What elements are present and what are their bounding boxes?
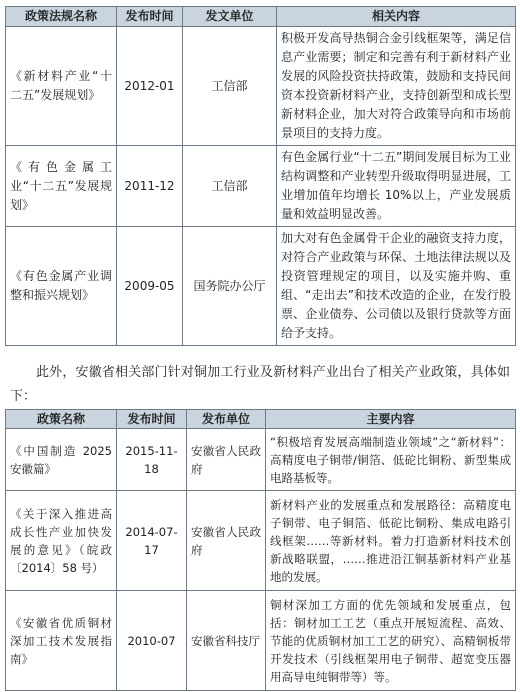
- header-issuer: 发布单位: [187, 410, 266, 429]
- table-row: [6, 491, 516, 591]
- policy-name: 《安徽省优质铜材深加工技术发展指南》: [6, 591, 117, 691]
- policy-name: 《有色金属产业调整和振兴规划》: [6, 227, 117, 346]
- issuer: 安徽省科技厅: [187, 591, 266, 691]
- header-policy-name: 政策名称: [6, 410, 117, 429]
- policy-name: 《有色金属工业“十二五”发展规划》: [6, 146, 117, 227]
- header-issuer: 发文单位: [183, 7, 277, 27]
- release-date: 2011-12: [117, 146, 183, 227]
- header-content: 主要内容: [266, 410, 516, 429]
- header-release-date: 发布时间: [117, 410, 187, 429]
- policy-name: 《关于深入推进高成长性产业加快发展的意见》（皖政〔2014〕58 号）: [6, 491, 117, 591]
- policy-content: 加大对有色金属骨干企业的融资支持力度，对符合产业政策与环保、土地法律法规以及投资管理规定的项目，以及实施并购、重组、“走出去”和技术改造的企业，在发行股票、企业债券、公司债以及银行贷款等方面给予支持。: [277, 227, 516, 346]
- policy-content: 新材料产业的发展重点和发展路径：高精度电子铜带、电子铜箔、低砣比铜粉、集成电路引线框架……等新材料。着力打造新材料技术创新战略联盟，……推进沿江铜基新材料产业基地的发展。: [266, 491, 516, 591]
- release-date: 2014-07-17: [117, 491, 187, 591]
- issuer: 安徽省人民政府: [187, 429, 266, 491]
- release-date: 2009-05: [117, 227, 183, 346]
- issuer: 工信部: [183, 27, 277, 146]
- policy-content: “积极培育发展高端制造业领域”之“新材料”：高精度电子铜带/铜箔、低砣比铜粉、新型集成电路基板等。: [266, 429, 516, 491]
- policy-content: 积极开发高导热铜合金引线框架等，满足信息产业需要；制定和完善有利于新材料产业发展的风险投资扶持政策，鼓励和支持民间资本投资新材料产业，支持创新型和成长型新材料企业，加大对符合政策导向和市场前景项目的支持力度。: [277, 27, 516, 146]
- table-header-row: [6, 7, 516, 27]
- policy-table-national: [5, 6, 516, 346]
- policy-name: 《新材料产业“十二五”发展规划》: [6, 27, 117, 146]
- table-row: [6, 591, 516, 691]
- header-content: 相关内容: [277, 7, 516, 27]
- release-date: 2015-11-18: [117, 429, 187, 491]
- release-date: 2010-07: [117, 591, 187, 691]
- table-row: [6, 429, 516, 491]
- table-row: [6, 146, 516, 227]
- issuer: 工信部: [183, 146, 277, 227]
- header-policy-name: 政策法规名称: [6, 7, 117, 27]
- table-row: [6, 227, 516, 346]
- policy-table-anhui: [5, 409, 516, 691]
- policy-content: 有色金属行业“十二五”期间发展目标为工业结构调整和产业转型升级取得明显进展，工业增加值年均增长 10%以上，产业发展质量和效益明显改善。: [277, 146, 516, 227]
- intro-paragraph: 此外，安徽省相关部门针对铜加工行业及新材料产业出台了相关产业政策，具体如下：: [10, 365, 510, 404]
- policy-content: 铜材深加工方面的优先领域和发展重点，包括：铜材加工工艺（重点开展短流程、高效、节能的优质铜材加工工艺的研究）、高精铜板带开发技术（引线框架用电子铜带、超宽变压器用高导电纯铜带等）等。: [266, 591, 516, 691]
- issuer: 安徽省人民政府: [187, 491, 266, 591]
- header-release-date: 发布时间: [117, 7, 183, 27]
- table-header-row: [6, 410, 516, 429]
- release-date: 2012-01: [117, 27, 183, 146]
- issuer: 国务院办公厅: [183, 227, 277, 346]
- table-row: [6, 27, 516, 146]
- policy-name: 《中国制造 2025 安徽篇》: [6, 429, 117, 491]
